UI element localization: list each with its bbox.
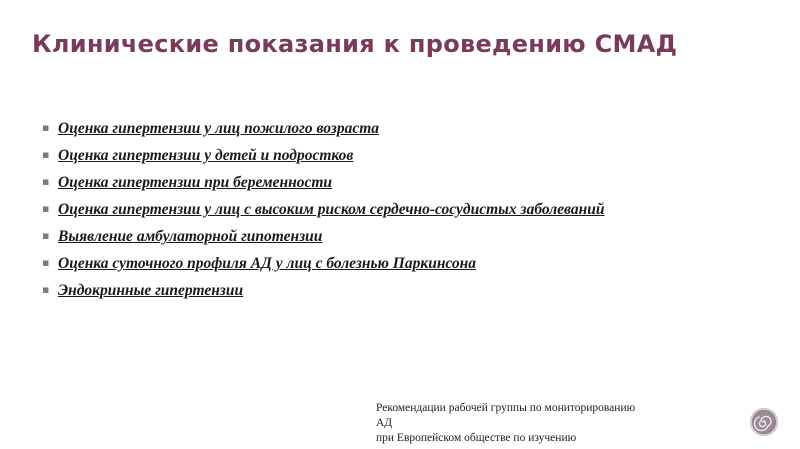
bullet-icon: ▪: [42, 283, 50, 296]
list-item-text: Оценка гипертензии при беременности: [58, 174, 333, 191]
list-item: [42, 120, 702, 138]
spiral-icon: [750, 408, 778, 436]
bullet-icon: ▪: [42, 229, 50, 242]
bullet-icon: ▪: [42, 175, 50, 188]
bullet-icon: ▪: [42, 121, 50, 134]
list-item-text: Выявление амбулаторной гипотензии: [58, 228, 323, 245]
bullet-icon: ▪: [42, 148, 50, 161]
list-item-text: Оценка гипертензии у детей и подростков: [58, 147, 354, 164]
footnote-line: АД: [376, 417, 393, 429]
list-item: [42, 147, 702, 165]
list-item-text: Оценка гипертензии у лиц пожилого возраста: [58, 120, 380, 137]
footnote-line: при Европейском обществе по изучению: [376, 432, 577, 444]
bullet-icon: ▪: [42, 202, 50, 215]
slide-navigation-icon[interactable]: [750, 408, 778, 436]
list-item: [42, 255, 702, 273]
bullet-icon: ▪: [42, 256, 50, 269]
list-item: [42, 282, 702, 300]
slide-title: Клинические показания к проведению СМАД: [32, 30, 678, 58]
footnote: [376, 401, 736, 446]
list-item-text: Эндокринные гипертензии: [58, 282, 244, 299]
list-item: [42, 228, 702, 246]
list-item: [42, 174, 702, 192]
list-item: [42, 201, 702, 219]
indications-list: [42, 120, 702, 309]
footnote-line: Рекомендации рабочей группы по мониторированию: [376, 402, 636, 414]
list-item-text: Оценка суточного профиля АД у лиц с болезнью Паркинсона: [58, 255, 477, 272]
list-item-text: Оценка гипертензии у лиц с высоким риском сердечно-сосудистых заболеваний: [58, 201, 605, 218]
